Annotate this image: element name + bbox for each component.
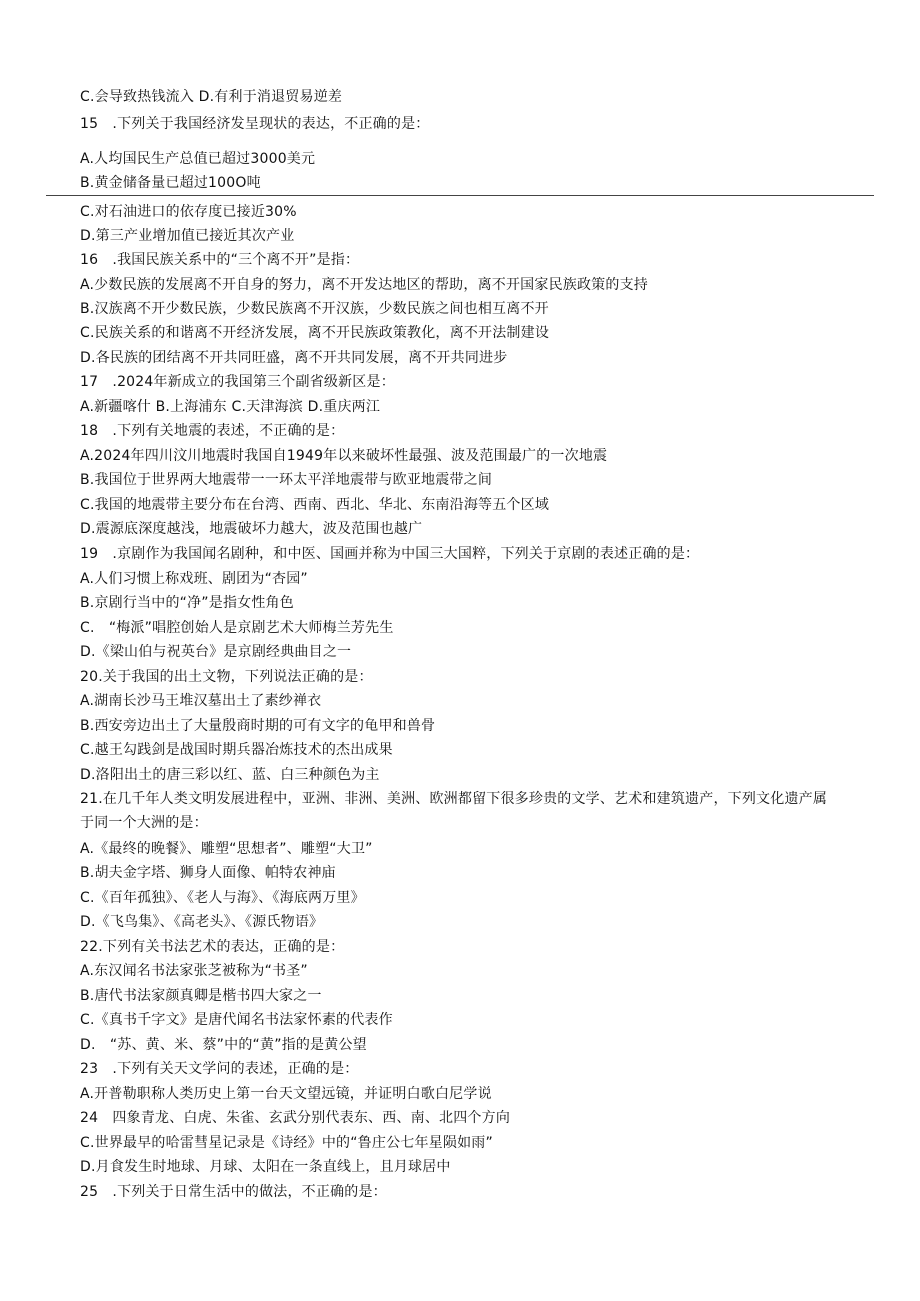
text-line: D.《梁山伯与祝英台》是京剧经典曲目之一 [80, 644, 352, 660]
question-21: 21.在几千年人类文明发展进程中，亚洲、非洲、美洲、欧洲都留下很多珍贵的文学、艺术和建筑遗产，下列文化遗产属于同一个大洲的是： [80, 791, 828, 831]
text-line: A.开普勒职称人类历史上第一台天文望远镜，并证明白歌白尼学说 [80, 1086, 492, 1102]
text-line: A.2024年四川汶川地震时我国自1949年以来破坏性最强、波及范围最广的一次地震 [80, 448, 608, 464]
text-line: C.世界最早的哈雷彗星记录是《诗经》中的“鲁庄公七年星陨如雨” [80, 1135, 493, 1151]
text-line: A.东汉闻名书法家张芝被称为“书圣” [80, 963, 308, 979]
question-17: 17 .2024年新成立的我国第三个副省级新区是： [80, 374, 395, 390]
text-line: D.月食发生时地球、月球、太阳在一条直线上，且月球居中 [80, 1159, 451, 1175]
text-line: A.湖南长沙马王堆汉墓出土了素纱禅衣 [80, 693, 322, 709]
text-line: B.黄金储备量已超过100O吨 [80, 175, 261, 191]
text-line: D.《飞鸟集》、《高老头》、《源氏物语》 [80, 914, 324, 930]
text-line: B.西安旁边出土了大量殷商时期的可有文字的龟甲和兽骨 [80, 718, 436, 734]
text-line: C.越王勾践剑是战国时期兵器冶炼技术的杰出成果 [80, 742, 393, 758]
text-line: C. “梅派”唱腔创始人是京剧艺术大师梅兰芳先生 [80, 620, 394, 636]
text-line: C.《百年孤独》、《老人与海》、《海底两万里》 [80, 890, 365, 906]
text-line: B.胡夫金字塔、狮身人面像、帕特农神庙 [80, 865, 336, 881]
text-line: D.各民族的团结离不开共同旺盛，离不开共同发展，离不开共同进步 [80, 350, 508, 366]
question-19: 19 .京剧作为我国闻名剧种，和中医、国画并称为中国三大国粹，下列关于京剧的表述正确的是： [80, 546, 700, 562]
text-line: C.对石油进口的依存度已接近30% [80, 204, 297, 220]
question-25: 25 .下列关于日常生活中的做法，不正确的是： [80, 1184, 387, 1200]
question-23: 23 .下列有关天文学问的表述，正确的是： [80, 1061, 359, 1077]
question-24: 24 四象青龙、白虎、朱雀、玄武分别代表东、西、南、北四个方向 [80, 1110, 511, 1126]
text-line: A.新疆喀什 B.上海浦东 C.天津海滨 D.重庆两江 [80, 399, 381, 415]
text-line: B.唐代书法家颜真卿是楷书四大家之一 [80, 988, 322, 1004]
question-16: 16 .我国民族关系中的“三个离不开”是指： [80, 252, 360, 268]
text-line: B.京剧行当中的“净”是指女性角色 [80, 595, 294, 611]
text-line: D.洛阳出土的唐三彩以红、蓝、白三种颜色为主 [80, 767, 380, 783]
text-line: A.少数民族的发展离不开自身的努力，离不开发达地区的帮助，离不开国家民族政策的支持 [80, 277, 648, 293]
text-line: D. “苏、黄、米、蔡”中的“黄”指的是黄公望 [80, 1037, 367, 1053]
question-20: 20.关于我国的出土文物，下列说法正确的是： [80, 669, 373, 685]
text-line: D.震源底深度越浅，地震破坏力越大，波及范围也越广 [80, 521, 423, 537]
horizontal-divider [46, 195, 874, 196]
text-line: A.《最终的晚餐》、雕塑“思想者”、雕塑“大卫” [80, 841, 373, 857]
text-line: C.民族关系的和谐离不开经济发展，离不开民族政策教化，离不开法制建设 [80, 325, 550, 341]
question-22: 22.下列有关书法艺术的表达，正确的是： [80, 939, 345, 955]
text-line: C.《真书千字文》是唐代闻名书法家怀素的代表作 [80, 1012, 393, 1028]
text-line: A.人均国民生产总值已超过3000美元 [80, 151, 316, 167]
text-line: B.我国位于世界两大地震带一一环太平洋地震带与欧亚地震带之间 [80, 472, 493, 488]
question-15: 15 .下列关于我国经济发呈现状的表达，不正确的是： [80, 116, 430, 132]
text-line: D.第三产业增加值已接近其次产业 [80, 228, 295, 244]
text-line: A.人们习惯上称戏班、剧团为“杏园” [80, 571, 308, 587]
text-line: C.会导致热钱流入 D.有利于消退贸易逆差 [80, 89, 343, 105]
text-line: B.汉族离不开少数民族，少数民族离不开汉族，少数民族之间也相互离不开 [80, 301, 549, 317]
text-line: C.我国的地震带主要分布在台湾、西南、西北、华北、东南沿海等五个区域 [80, 497, 550, 513]
question-18: 18 .下列有关地震的表述，不正确的是： [80, 423, 345, 439]
